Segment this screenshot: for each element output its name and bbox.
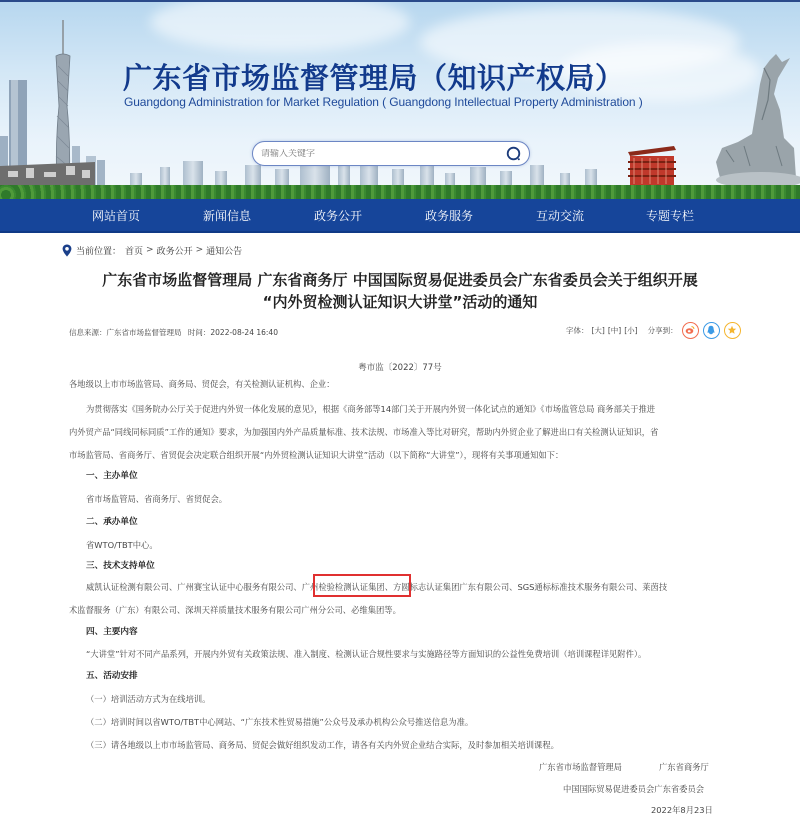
font-size-small-button[interactable]: [小] [624, 325, 638, 335]
intro-line-1: 为贯彻落实《国务院办公厅关于促进内外贸一体化发展的意见》，根据《商务部等14部门关于开展内外贸一体化试点的通知》《市场监管总局 商务部关于推进 [86, 404, 656, 414]
arrangement-item-2: （二）培训时间以省WTO/TBT中心网站、“广东技术性贸易措施”公众号及承办机构公众号推送信息为准。 [86, 717, 474, 727]
font-size-medium-button[interactable]: [中] [607, 325, 622, 335]
search-icon [506, 146, 522, 162]
nav-item-gov-affairs-open[interactable]: 政务公开 [314, 209, 363, 223]
source-label: 信息来源： [69, 328, 107, 337]
section-organizer-text: 省市场监管局、省商务厅、省贸促会。 [86, 494, 228, 504]
time-value: 2022-08-24 16:40 [210, 328, 278, 337]
section-heading-tech-support: 三、技术支持单位 [86, 561, 155, 571]
source-value: 广东省市场监督管理局 [106, 328, 182, 337]
location-pin-icon [62, 244, 72, 257]
share-label: 分享到： [647, 325, 678, 335]
search-button[interactable] [503, 143, 525, 165]
site-title-en: Guangdong Administration for Market Regulation ( Guangdong Intellectual Property Administration ) [124, 95, 643, 109]
nav-item-interaction[interactable]: 互动交流 [536, 209, 585, 223]
canton-tower-illustration [0, 16, 120, 196]
main-nav [0, 199, 800, 233]
breadcrumb-prefix: 当前位置： [76, 246, 122, 257]
signature-ccpit-guangdong: 中国国际贸易促进委员会广东省委员会 [563, 784, 705, 794]
signature-date: 2022年8月23日 [651, 805, 713, 815]
share-weibo-button[interactable] [682, 322, 699, 339]
time-label: 时间： [187, 328, 211, 337]
weibo-icon [685, 325, 695, 335]
site-title-cn: 广东省市场监督管理局（知识产权局） [123, 61, 625, 95]
article-tools [566, 320, 741, 340]
document-number: 粤市监〔2022〕77号 [358, 363, 442, 373]
qq-icon [706, 325, 716, 335]
section-heading-organizer: 一、主办单位 [86, 471, 138, 481]
share-qzone-button[interactable] [724, 322, 741, 339]
nav-item-gov-services[interactable]: 政务服务 [425, 209, 474, 223]
section-tech-support-line-1: 威凯认证检测有限公司、广州赛宝认证中心服务有限公司、广州检验检测认证集团、方圆标志认证集团广东有限公司、SGS通标标准技术服务有限公司、莱茵技 [86, 582, 668, 592]
section-tech-support-line-2: 术监督服务（广东）有限公司、深圳天祥质量技术服务有限公司广州分公司、必维集团等。 [69, 605, 401, 615]
tree-line-decoration [0, 185, 800, 199]
breadcrumb-gov-affairs-open[interactable]: 政务公开 [156, 246, 193, 257]
search-input[interactable] [261, 149, 503, 159]
qzone-icon [727, 325, 737, 335]
breadcrumb-separator: > [195, 245, 204, 255]
breadcrumb [62, 243, 242, 257]
salutation: 各地级以上市市场监管局、商务局、贸促会，有关检测认证机构、企业： [69, 379, 335, 389]
article-title-line1: 广东省市场监督管理局 广东省商务厅 中国国际贸易促进委员会广东省委员会关于组织开展 [102, 271, 698, 289]
section-main-content-text: “大讲堂”针对不同产品系列，开展内外贸有关政策法规、准入制度、检测认证合规性要求与实施路径等方面知识的公益性免费培训（培训课程详见附件）。 [86, 649, 647, 659]
five-rams-statue-illustration [698, 50, 800, 190]
article-meta [69, 327, 278, 338]
section-heading-main-content: 四、主要内容 [86, 627, 138, 637]
breadcrumb-notices[interactable]: 通知公告 [206, 246, 243, 257]
nav-item-home[interactable]: 网站首页 [92, 209, 141, 223]
intro-line-2: 内外贸产品“同线同标同质”工作的通知》要求，为加强国内外产品质量标准、技术法规、市场准入等比对研究，帮助内外贸企业了解进出口有关检测认证知识，省 [69, 427, 659, 437]
zhenhai-tower-illustration [622, 142, 680, 188]
nav-item-news[interactable]: 新闻信息 [203, 209, 252, 223]
signature-market-regulation: 广东省市场监督管理局 [539, 762, 622, 772]
section-undertaker-text: 省WTO/TBT中心。 [86, 540, 158, 550]
breadcrumb-separator: > [146, 245, 154, 255]
intro-line-3: 市场监管局、省商务厅、省贸促会决定联合组织开展“内外贸检测认证知识大讲堂”活动（以下简称“大讲堂”），现将有关事项通知如下： [69, 450, 564, 460]
section-heading-arrangement: 五、活动安排 [86, 671, 138, 681]
arrangement-item-1: （一）培训活动方式为在线培训。 [86, 694, 211, 704]
font-size-label: 字体： [566, 325, 589, 335]
signature-commerce-dept: 广东省商务厅 [659, 762, 709, 772]
article-title-line2: “内外贸检测认证知识大讲堂”活动的通知 [262, 293, 538, 311]
cloud-decoration [150, 0, 410, 52]
breadcrumb-home[interactable]: 首页 [125, 246, 144, 257]
share-qq-button[interactable] [703, 322, 720, 339]
site-banner [0, 0, 800, 199]
font-size-large-button[interactable]: [大] [591, 325, 605, 335]
section-heading-undertaker: 二、承办单位 [86, 517, 138, 527]
nav-item-special-topics[interactable]: 专题专栏 [646, 209, 695, 223]
search-bar [252, 141, 530, 166]
arrangement-item-3: （三）请各地级以上市市场监管局、商务局、贸促会做好组织发动工作，请各有关内外贸企业结合实际，及时参加相关培训课程。 [86, 740, 559, 750]
